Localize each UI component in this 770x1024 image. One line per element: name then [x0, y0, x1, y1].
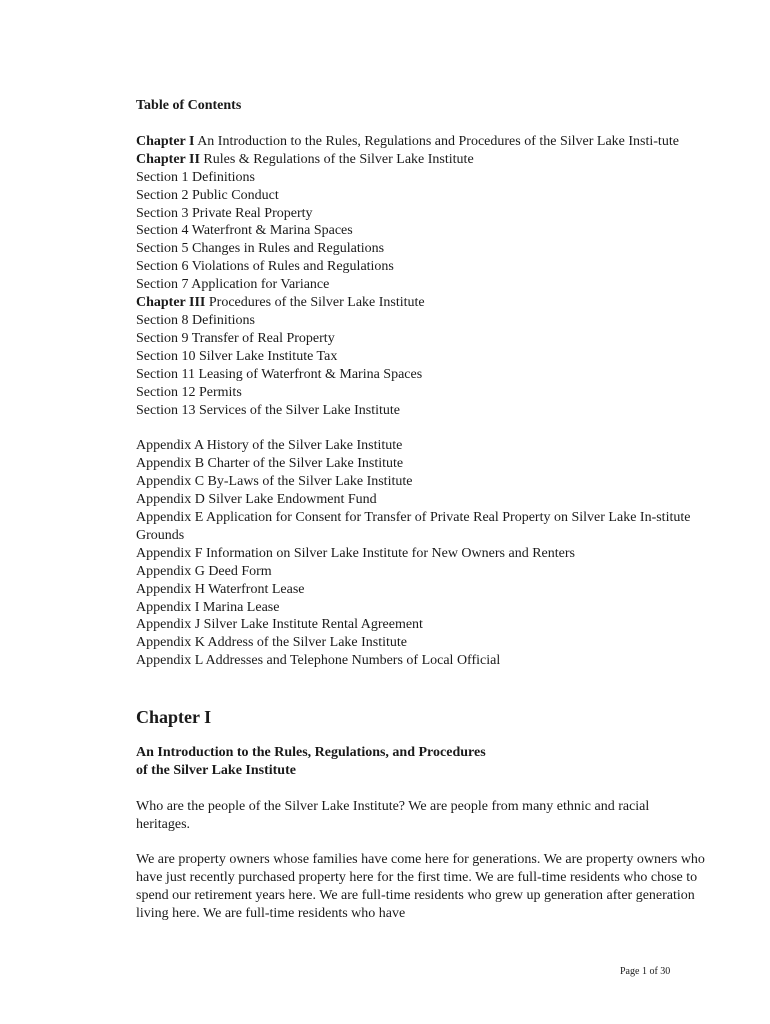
chapter-1-heading: Chapter I — [136, 707, 212, 728]
toc-appendix: Appendix J Silver Lake Institute Rental Agreement — [136, 617, 423, 633]
toc-section: Section 9 Transfer of Real Property — [136, 330, 335, 346]
chapter-1-paragraph-2: We are property owners whose families have come here for generations. We are property owners who have just recently purchased property here for the first time. We are full-time residents who chose to spend our retirement years here. We are full-time residents who grew up generation after generation living here. We are full-time residents who have — [136, 851, 705, 921]
toc-appendix: Appendix A History of the Silver Lake Institute — [136, 438, 403, 454]
toc-chapter-1 — [136, 133, 706, 151]
toc-section: Section 5 Changes in Rules and Regulations — [136, 241, 385, 257]
document-page — [136, 97, 706, 939]
toc-appendix: Appendix B Charter of the Silver Lake Institute — [136, 456, 404, 472]
page-number: Page 1 of 30 — [620, 966, 671, 977]
toc-chapter-2-text: Rules & Regulations of the Silver Lake Institute — [199, 151, 474, 167]
toc-section: Section 7 Application for Variance — [136, 277, 330, 293]
chapter-1-paragraph-1: Who are the people of the Silver Lake Institute? We are people from many ethnic and racial heritages. — [136, 799, 650, 832]
toc-section: Section 4 Waterfront & Marina Spaces — [136, 223, 353, 239]
toc-section: Section 2 Public Conduct — [136, 187, 279, 203]
toc-appendix: Appendix L Addresses and Telephone Numbers of Local Official — [136, 653, 501, 669]
toc-section: Section 1 Definitions — [136, 169, 255, 185]
toc-appendix: Appendix K Address of the Silver Lake Institute — [136, 635, 408, 651]
toc-appendix: Appendix E Application for Consent for Transfer of Private Real Property on Silver Lake In-stitute Grounds — [136, 510, 691, 543]
toc-chapter-2 — [136, 151, 706, 169]
toc-appendix: Appendix H Waterfront Lease — [136, 581, 305, 597]
toc-section: Section 13 Services of the Silver Lake Institute — [136, 402, 400, 418]
toc-section: Section 8 Definitions — [136, 312, 255, 328]
toc-chapter-1-label: Chapter I — [136, 133, 195, 149]
toc-section: Section 6 Violations of Rules and Regulations — [136, 259, 394, 275]
toc-appendix: Appendix I Marina Lease — [136, 599, 280, 615]
toc-chapter-1-text: An Introduction to the Rules, Regulations and Procedures of the Silver Lake Insti-tute — [194, 133, 679, 149]
toc-section: Section 10 Silver Lake Institute Tax — [136, 348, 338, 364]
toc-appendix: Appendix F Information on Silver Lake Institute for New Owners and Renters — [136, 545, 575, 561]
chapter-1-subheading — [136, 744, 706, 780]
chapter-1-subheading-line-2: of the Silver Lake Institute — [136, 763, 296, 779]
toc-appendix: Appendix C By-Laws of the Silver Lake Institute — [136, 474, 413, 490]
toc-section: Section 3 Private Real Property — [136, 205, 313, 221]
chapter-1-subheading-line-1: An Introduction to the Rules, Regulations, and Procedures — [136, 745, 486, 761]
toc-chapter-3-label: Chapter III — [136, 295, 206, 311]
toc-chapter-3-text: Procedures of the Silver Lake Institute — [205, 295, 425, 311]
toc-appendix: Appendix G Deed Form — [136, 563, 272, 579]
toc-section: Section 11 Leasing of Waterfront & Marina Spaces — [136, 366, 423, 382]
toc-divider — [136, 419, 706, 437]
toc-title: Table of Contents — [136, 98, 242, 113]
toc-section: Section 12 Permits — [136, 384, 242, 400]
toc-chapter-2-label: Chapter II — [136, 151, 200, 167]
toc-appendix: Appendix D Silver Lake Endowment Fund — [136, 492, 377, 508]
toc-chapter-3 — [136, 294, 706, 312]
